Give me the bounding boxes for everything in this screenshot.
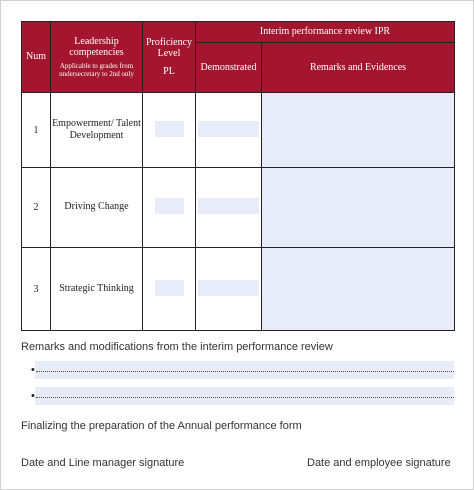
row-num: 1 (22, 93, 51, 168)
pl-cell (143, 168, 196, 248)
line-manager-signature-label: Date and Line manager signature (21, 457, 185, 469)
header-pl: PL (163, 65, 175, 77)
remarks-heading: Remarks and modifications from the interim performance review (21, 341, 333, 353)
row-competency: Driving Change (51, 168, 143, 248)
pl-input-field[interactable] (155, 280, 184, 296)
row-num: 2 (22, 168, 51, 248)
table-row (22, 93, 455, 168)
header-competencies (51, 22, 143, 93)
remarks-line-fill (35, 387, 454, 405)
performance-review-table (21, 21, 455, 331)
header-proficiency (143, 22, 196, 93)
demonstrated-input-field[interactable] (198, 280, 259, 296)
row-competency: Empowerment/ Talent Development (51, 93, 143, 168)
remarks-line-fill (35, 361, 454, 379)
pl-input-field[interactable] (155, 121, 184, 137)
demonstrated-cell (196, 248, 262, 331)
dotted-line (36, 371, 454, 372)
row-num: 3 (22, 248, 51, 331)
bullet-icon: • (31, 364, 35, 376)
remarks-input-field[interactable] (262, 93, 455, 168)
remarks-input-field[interactable] (262, 248, 455, 331)
table-row (22, 248, 455, 331)
header-num: Num (22, 22, 51, 93)
employee-signature-label: Date and employee signature (307, 457, 451, 469)
bullet-icon: • (31, 390, 35, 402)
remarks-line-2[interactable] (21, 387, 454, 405)
header-competencies-subtitle: Applicable to grades from undersecretary to 2nd only (59, 61, 134, 78)
pl-cell (143, 93, 196, 168)
pl-cell (143, 248, 196, 331)
pl-input-field[interactable] (155, 198, 184, 214)
demonstrated-cell (196, 168, 262, 248)
header-interim-review: Interim performance review IPR (196, 22, 455, 43)
header-proficiency-label: Proficiency Level (145, 36, 193, 60)
demonstrated-cell (196, 93, 262, 168)
demonstrated-input-field[interactable] (198, 121, 259, 137)
header-competencies-title: Leadership competencies (69, 35, 124, 59)
remarks-line-1[interactable] (21, 361, 454, 379)
finalizing-text: Finalizing the preparation of the Annual performance form (21, 420, 302, 432)
header-demonstrated: Demonstrated (196, 43, 262, 93)
header-remarks-evidences: Remarks and Evidences (262, 43, 455, 93)
dotted-line (36, 397, 454, 398)
table-row (22, 168, 455, 248)
row-competency: Strategic Thinking (51, 248, 143, 331)
remarks-input-field[interactable] (262, 168, 455, 248)
demonstrated-input-field[interactable] (198, 198, 259, 214)
